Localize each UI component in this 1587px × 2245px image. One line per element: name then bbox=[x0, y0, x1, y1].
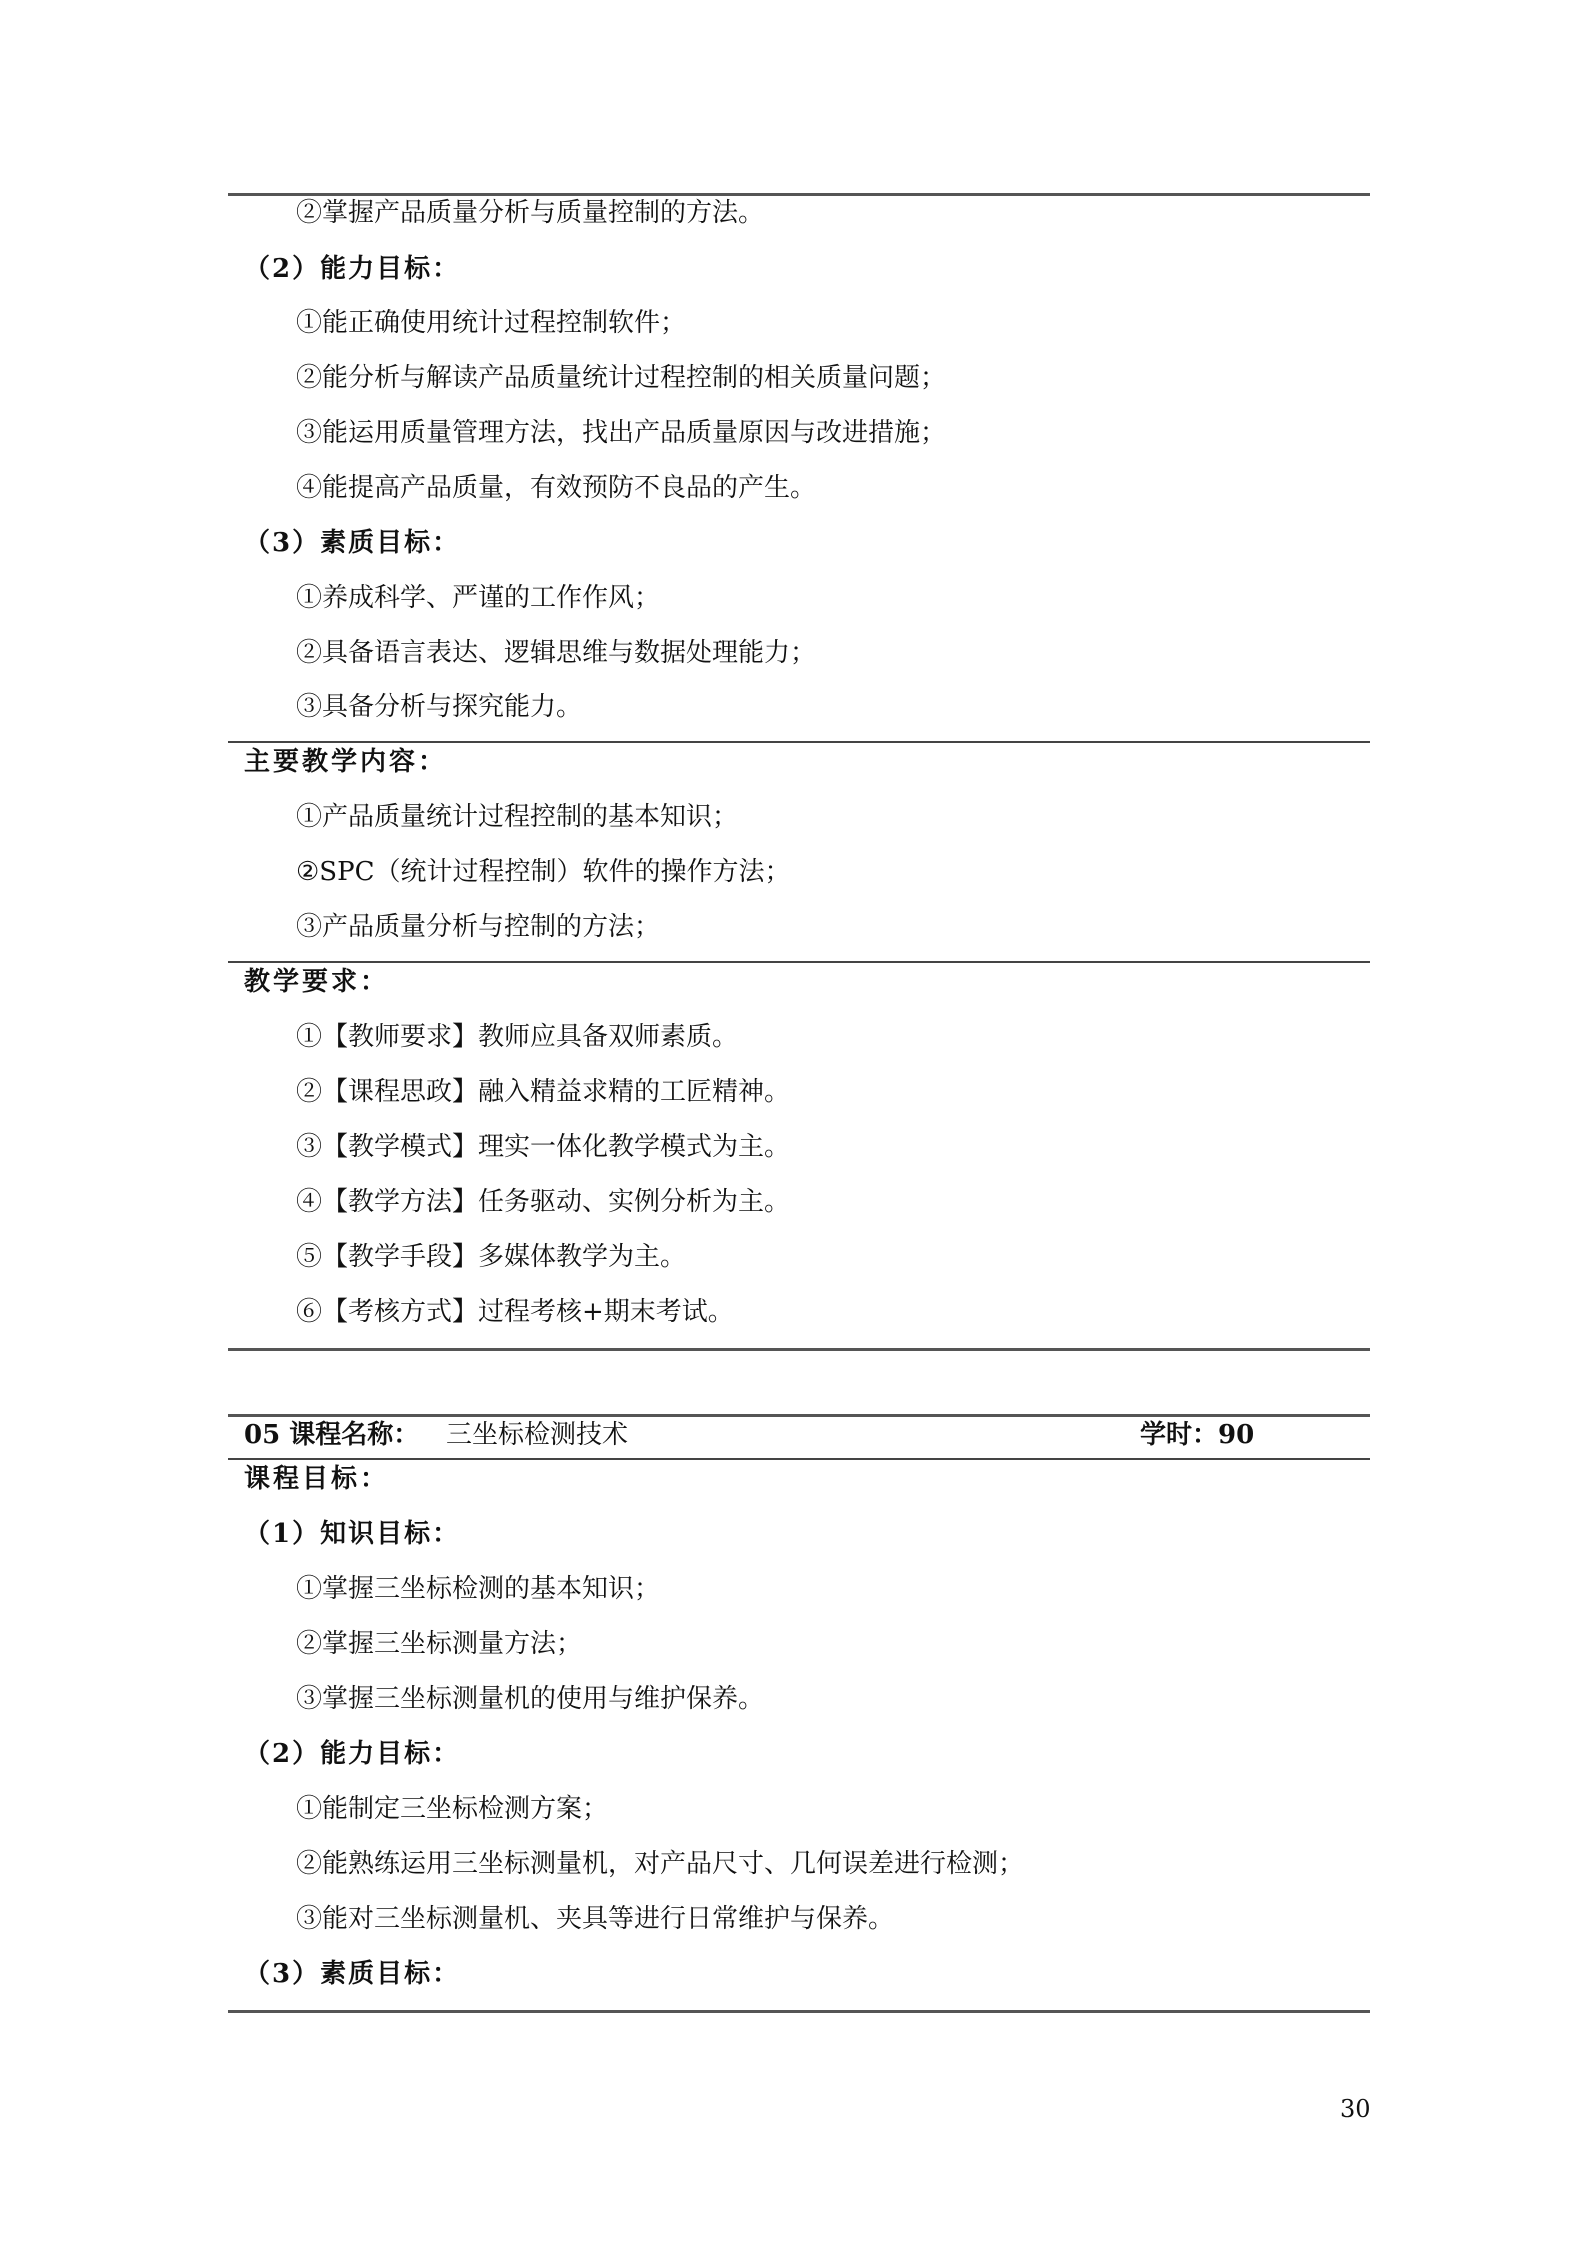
page-number: 30 bbox=[1340, 2095, 1371, 2123]
content-item: ③产品质量分析与控制的方法； bbox=[296, 912, 661, 942]
knowledge-item-2: ②掌握产品质量分析与质量控制的方法。 bbox=[296, 198, 765, 228]
requirement-item: ⑤【教学手段】多媒体教学为主。 bbox=[296, 1242, 687, 1272]
course-goals-heading: 课程目标： bbox=[244, 1464, 390, 1494]
knowledge-item: ①掌握三坐标检测的基本知识； bbox=[296, 1574, 661, 1604]
course-hours: 学时：90 bbox=[1140, 1420, 1255, 1450]
ability-item: ②能熟练运用三坐标测量机，对产品尺寸、几何误差进行检测； bbox=[296, 1849, 1025, 1879]
ability-goal-label: （2）能力目标： bbox=[244, 1739, 461, 1769]
quality-item: ②具备语言表达、逻辑思维与数据处理能力； bbox=[296, 638, 817, 668]
main-content-heading: 主要教学内容： bbox=[244, 747, 448, 777]
ability-goal-label: （2）能力目标： bbox=[244, 254, 461, 284]
quality-goal-label: （3）素质目标： bbox=[244, 1959, 461, 1989]
content-item: ②SPC（统计过程控制）软件的操作方法； bbox=[296, 857, 791, 887]
course-number-label: 05 课程名称： bbox=[244, 1420, 420, 1450]
course-header-row bbox=[244, 1417, 1254, 1453]
section-divider bbox=[228, 741, 1370, 743]
ability-item: ①能制定三坐标检测方案； bbox=[296, 1794, 609, 1824]
requirement-item: ③【教学模式】理实一体化教学模式为主。 bbox=[296, 1132, 791, 1162]
ability-item: ③能运用质量管理方法，找出产品质量原因与改进措施； bbox=[296, 418, 947, 448]
requirement-item: ⑥【考核方式】过程考核+期末考试。 bbox=[296, 1297, 734, 1327]
ability-item: ③能对三坐标测量机、夹具等进行日常维护与保养。 bbox=[296, 1904, 895, 1934]
content-item: ①产品质量统计过程控制的基本知识； bbox=[296, 802, 739, 832]
knowledge-item: ②掌握三坐标测量方法； bbox=[296, 1629, 583, 1659]
course-name: 三坐标检测技术 bbox=[446, 1420, 629, 1450]
requirement-item: ④【教学方法】任务驱动、实例分析为主。 bbox=[296, 1187, 791, 1217]
ability-item: ②能分析与解读产品质量统计过程控制的相关质量问题； bbox=[296, 363, 947, 393]
knowledge-item: ③掌握三坐标测量机的使用与维护保养。 bbox=[296, 1684, 765, 1714]
section-divider bbox=[228, 961, 1370, 963]
teaching-requirements-heading: 教学要求： bbox=[244, 967, 390, 997]
requirement-item: ②【课程思政】融入精益求精的工匠精神。 bbox=[296, 1077, 791, 1107]
ability-item: ④能提高产品质量，有效预防不良品的产生。 bbox=[296, 473, 817, 503]
ability-item: ①能正确使用统计过程控制软件； bbox=[296, 308, 687, 338]
table-bottom-border bbox=[228, 2010, 1370, 2013]
quality-item: ③具备分析与探究能力。 bbox=[296, 692, 583, 722]
section-divider bbox=[228, 1458, 1370, 1460]
quality-item: ①养成科学、严谨的工作作风； bbox=[296, 583, 661, 613]
table-bottom-border bbox=[228, 1348, 1370, 1351]
requirement-item: ①【教师要求】教师应具备双师素质。 bbox=[296, 1022, 739, 1052]
quality-goal-label: （3）素质目标： bbox=[244, 528, 461, 558]
knowledge-goal-label: （1）知识目标： bbox=[244, 1519, 461, 1549]
